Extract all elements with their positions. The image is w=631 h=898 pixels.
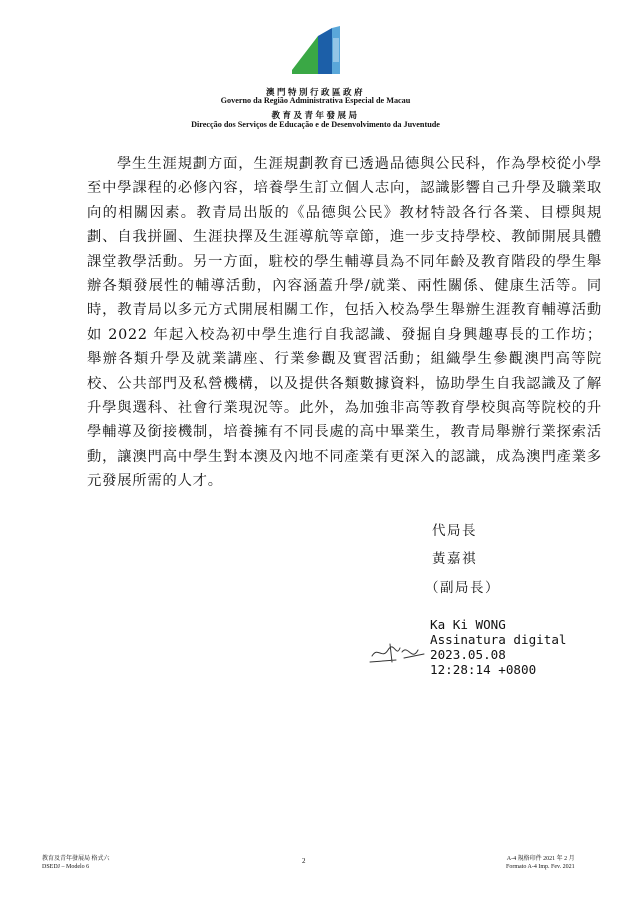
- footer-format-info: [506, 855, 575, 871]
- signatory-name: 黃嘉祺: [432, 551, 477, 567]
- footer-form-cn: 教育及青年發展局 格式六: [42, 856, 110, 862]
- dsedj-logo: [288, 24, 344, 80]
- digital-signature-date: 2023.05.08: [430, 647, 506, 662]
- digital-signer-name: Ka Ki WONG: [430, 617, 506, 632]
- footer-form-pt: DSEDJ – Modelo 6: [42, 864, 90, 870]
- government-name-cn: 澳門特別行政區政府: [265, 88, 365, 98]
- signatory-title: 代局長: [432, 523, 477, 539]
- government-name-pt: Governo da Região Administrativa Especial de Macau: [220, 96, 411, 105]
- body-paragraph: 學生生涯規劃方面，生涯規劃教育已透過品德與公民科，作為學校從小學至中學課程的必修內容，培養學生訂立個人志向，認識影響自己升學及職業取向的相關因素。教青局出版的《品德與公民》教材特設各行各業、目標與規劃、自我拼圖、生涯抉擇及生涯導航等章節，進一步支持學校、教師開展具體課堂教學活動。另一方面，駐校的學生輔導員為不同年齡及教育階段的學生舉辦各類發展性的輔導活動，內容涵蓋升學/就業、兩性關係、健康生活等。同時，教青局以多元方式開展相關工作，包括入校為學生舉辦生涯教育輔導活動如 2022 年起入校為初中學生進行自我認識、發掘自身興趣專長的工作坊；舉辦各類升學及就業講座、行業參觀及實習活動；組織學生參觀澳門高等院校、公共部門及私營機構，以及提供各類數據資料，協助學生自我認識及了解升學與選科、社會行業現況等。此外，為加強非高等教育學校與高等院校的升學輔導及銜接機制，培養擁有不同長處的高中畢業生，教青局舉辦行業探索活動，讓澳門高中學生對本澳及內地不同產業有更深入的認識，成為澳門產業多元發展所需的人才。: [87, 156, 602, 490]
- digital-signature-time: 12:28:14 +0800: [430, 662, 537, 677]
- department-name-cn: 教育及青年發展局: [271, 111, 360, 121]
- footer-format-pt: Formato A-4 Imp. Fev. 2021: [506, 864, 575, 870]
- signatory-role: （副局長）: [425, 580, 500, 596]
- department-name-pt: Direcção dos Serviços de Educação e de Desenvolvimento da Juventude: [191, 120, 440, 129]
- handwritten-signature: [368, 640, 428, 666]
- footer-format-cn: A-4 規格印件 2021 年 2 月: [506, 856, 575, 862]
- digital-signature-label: Assinatura digital: [430, 632, 567, 647]
- page-number: 2: [302, 857, 306, 865]
- digital-signature-block: [430, 617, 566, 677]
- footer-form-info: [42, 855, 110, 871]
